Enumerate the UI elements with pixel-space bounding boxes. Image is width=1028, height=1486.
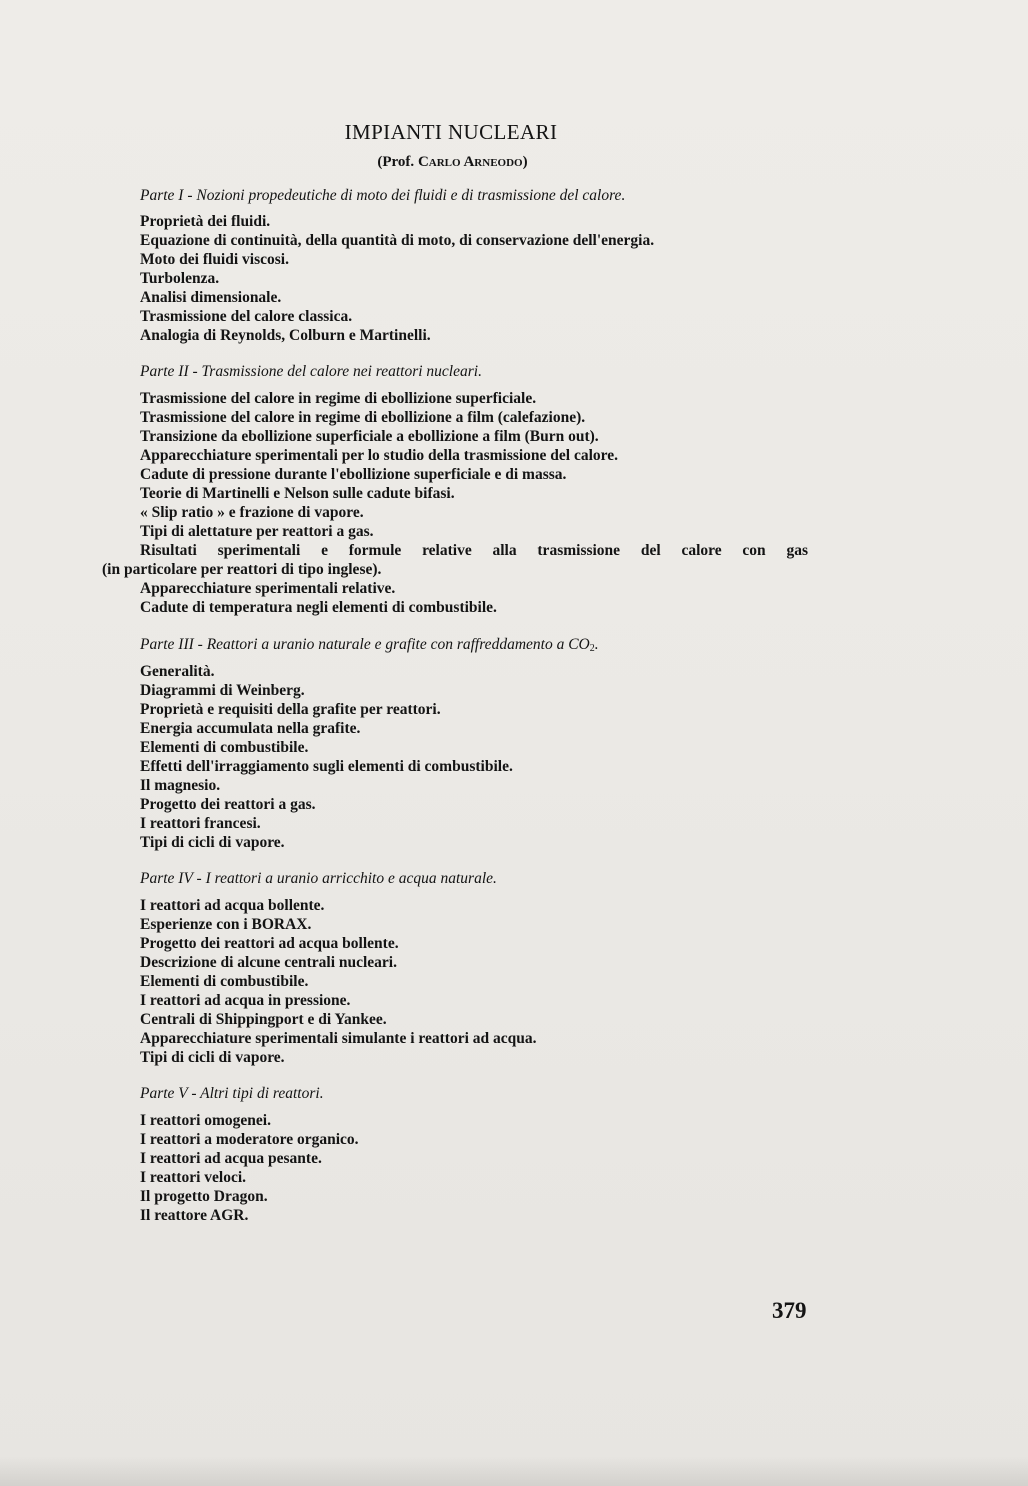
part-5-list [140,1111,820,1225]
part-4-list [140,896,820,1067]
list-item: Tipi di cicli di vapore. [140,834,285,851]
list-item: Cadute di temperatura negli elementi di combustibile. [140,599,497,616]
list-item: I reattori ad acqua bollente. [140,897,325,914]
list-item: « Slip ratio » e frazione di vapore. [140,504,364,521]
part-1-list [140,212,820,345]
list-item: I reattori francesi. [140,815,261,832]
list-item: Progetto dei reattori ad acqua bollente. [140,935,399,952]
list-item: Analisi dimensionale. [140,289,282,306]
list-item: I reattori ad acqua in pressione. [140,992,351,1009]
list-item: Apparecchiature sperimentali simulante i reattori ad acqua. [140,1030,537,1047]
part-2-section [102,361,820,617]
list-item: Analogia di Reynolds, Colburn e Martinelli. [140,327,431,344]
part-1-heading: Parte I - Nozioni propedeutiche di moto dei fluidi e di trasmissione del calore. [140,187,626,204]
part-5-heading: Parte V - Altri tipi di reattori. [140,1085,324,1102]
wrapped-line-2: (in particolare per reattori di tipo inglese). [102,561,382,578]
list-item: Trasmissione del calore classica. [140,308,353,325]
part-3-heading-end: . [594,636,599,653]
list-item: Transizione da ebollizione superficiale a ebollizione a film (Burn out). [140,428,599,445]
list-item: Proprietà dei fluidi. [140,213,271,230]
list-item: Centrali di Shippingport e di Yankee. [140,1011,387,1028]
list-item: Progetto dei reattori a gas. [140,796,316,813]
author-prefix: (Prof. [377,154,418,170]
part-4-heading: Parte IV - I reattori a uranio arricchito e acqua naturale. [140,870,497,887]
author-name: Carlo Arneodo [417,154,523,170]
list-item: Il progetto Dragon. [140,1188,268,1205]
page-number: 379 [772,1298,807,1323]
list-item: Elementi di combustibile. [140,739,309,756]
list-item: Trasmissione del calore in regime di ebollizione a film (calefazione). [140,409,586,426]
part-3-list [140,662,820,852]
list-item: Tipi di alettature per reattori a gas. [140,523,374,540]
part-1-section [140,185,820,345]
part-5-section [140,1083,820,1225]
co2-subscript: 2 [589,643,595,654]
list-item: Il reattore AGR. [140,1207,249,1224]
list-item: Equazione di continuità, della quantità di moto, di conservazione dell'energia. [140,232,655,249]
page-title: IMPIANTI NUCLEARI [344,120,558,144]
list-item: Teorie di Martinelli e Nelson sulle cadute bifasi. [140,485,455,502]
list-item: Esperienze con i BORAX. [140,916,312,933]
list-item: Turbolenza. [140,270,220,287]
list-item-wrapped [102,541,808,579]
list-item: Il magnesio. [140,777,221,794]
list-item: Apparecchiature sperimentali per lo studio della trasmissione del calore. [140,447,619,464]
list-item: Generalità. [140,663,215,680]
part-3-heading-text: Parte III - Reattori a uranio naturale e grafite con raffreddamento a CO [140,636,590,653]
list-item: Proprietà e requisiti della grafite per reattori. [140,701,441,718]
list-item: Effetti dell'irraggiamento sugli elementi di combustibile. [140,758,513,775]
list-item: Tipi di cicli di vapore. [140,1049,285,1066]
list-item: Energia accumulata nella grafite. [140,720,361,737]
list-item: I reattori a moderatore organico. [140,1131,359,1148]
list-item: I reattori veloci. [140,1169,247,1186]
part-3-heading [140,634,820,656]
author-line [85,147,820,177]
part-4-section [140,868,820,1067]
list-item: I reattori omogenei. [140,1112,271,1129]
list-item: Apparecchiature sperimentali relative. [140,580,396,597]
list-item: Descrizione di alcune centrali nucleari. [140,954,397,971]
part-2-heading: Parte II - Trasmissione del calore nei reattori nucleari. [140,363,482,380]
part-3-section [140,634,820,852]
wrapped-line-1: Risultati sperimentali e formule relative alla trasmissione del calore con gas [140,542,808,559]
list-item: Trasmissione del calore in regime di ebollizione superficiale. [140,390,537,407]
author-suffix: ) [522,154,528,170]
list-item: I reattori ad acqua pesante. [140,1150,322,1167]
list-item: Cadute di pressione durante l'ebollizione superficiale e di massa. [140,466,567,483]
page-content [102,117,820,1225]
part-2-list [102,389,820,617]
list-item: Moto dei fluidi viscosi. [140,251,289,268]
list-item: Elementi di combustibile. [140,973,309,990]
list-item: Diagrammi di Weinberg. [140,682,305,699]
